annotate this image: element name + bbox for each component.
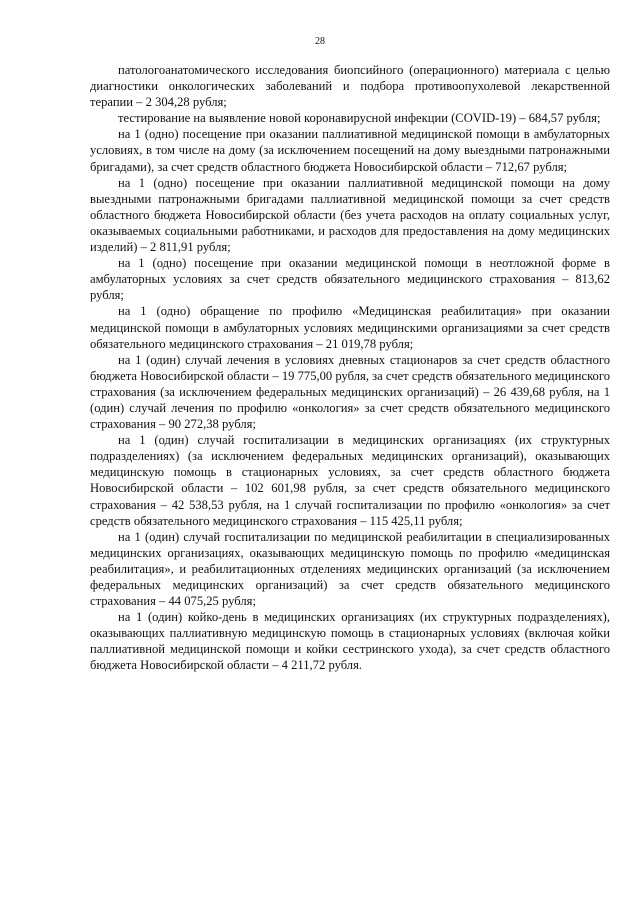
paragraph-rehabilitation-appeal: на 1 (одно) обращение по профилю «Медицинская реабилитация» при оказании медицинской помощи в амбулаторных условиях медицинскими организациями за счет средств обязательного медицинского страхования – 21 019,78 рубля; <box>90 304 610 351</box>
paragraph-palliative-home-visit: на 1 (одно) посещение при оказании паллиативной медицинской помощи на дому выездными патронажными бригадами паллиативной медицинской помощи за счет средств областного бюджета Новосибирской области (без учета расходов на оплату социальных услуг, оказываемых социальными работниками, и расходов для предоставления на дому медицинских изделий) – 2 811,91 рубля; <box>90 175 610 255</box>
paragraph-urgent-care-visit: на 1 (одно) посещение при оказании медицинской помощи в неотложной форме в амбулаторных условиях за счет средств обязательного медицинского страхования – 813,62 рубля; <box>90 256 610 303</box>
paragraph-palliative-outpatient-visit: на 1 (одно) посещение при оказании паллиативной медицинской помощи в амбулаторных условиях, в том числе на дому (за исключением посещений на дому выездными патронажными бригадами), за счет средств областного бюджета Новосибирской области – 712,67 рубля; <box>90 127 610 174</box>
paragraph-rehabilitation-hospitalization: на 1 (один) случай госпитализации по медицинской реабилитации в специализированных медицинских организациях, оказывающих медицинскую помощь по профилю «медицинская реабилитация», и реабилитационных отделениях медицинских организаций (за исключением федеральных медицинских организаций) за счет средств обязательного медицинского страхования – 44 075,25 рубля; <box>90 529 610 609</box>
paragraph-palliative-bed-day: на 1 (один) койко-день в медицинских организациях (их структурных подразделениях), оказывающих паллиативную медицинскую помощь в стационарных условиях (включая койки паллиативной медицинской помощи и койки сестринского ухода), за счет средств областного бюджета Новосибирской области – 4 211,72 рубля. <box>90 610 610 673</box>
paragraph-day-hospital-case: на 1 (один) случай лечения в условиях дневных стационаров за счет средств областного бюджета Новосибирской области – 19 775,00 рубля, за счет средств обязательного медицинского страхования (за исключением федеральных медицинских организаций) – 26 439,68 рубля, на 1 (один) случай лечения по профилю «онкология» за счет средств обязательного медицинского страхования – 90 272,38 рубля; <box>90 352 610 432</box>
paragraph-pathology-cost: патологоанатомического исследования биопсийного (операционного) материала с целью диагностики онкологических заболеваний и подбора противоопухолевой лекарственной терапии – 2 304,28 рубля; <box>90 63 610 110</box>
page-number: 28 <box>315 36 325 47</box>
paragraph-covid-test-cost: тестирование на выявление новой коронавирусной инфекции (COVID-19) – 684,57 рубля; <box>118 111 601 126</box>
document-body <box>90 62 610 674</box>
paragraph-hospitalization-case: на 1 (один) случай госпитализации в медицинских организациях (их структурных подразделениях) (за исключением федеральных медицинских организаций), оказывающих медицинскую помощь в стационарных условиях, за счет средств областного бюджета Новосибирской области – 102 601,98 рубля, за счет средств обязательного медицинского страхования – 42 538,53 рубля, на 1 случай госпитализации по профилю «онкология» за счет средств обязательного медицинского страхования – 115 425,11 рубля; <box>90 433 610 528</box>
